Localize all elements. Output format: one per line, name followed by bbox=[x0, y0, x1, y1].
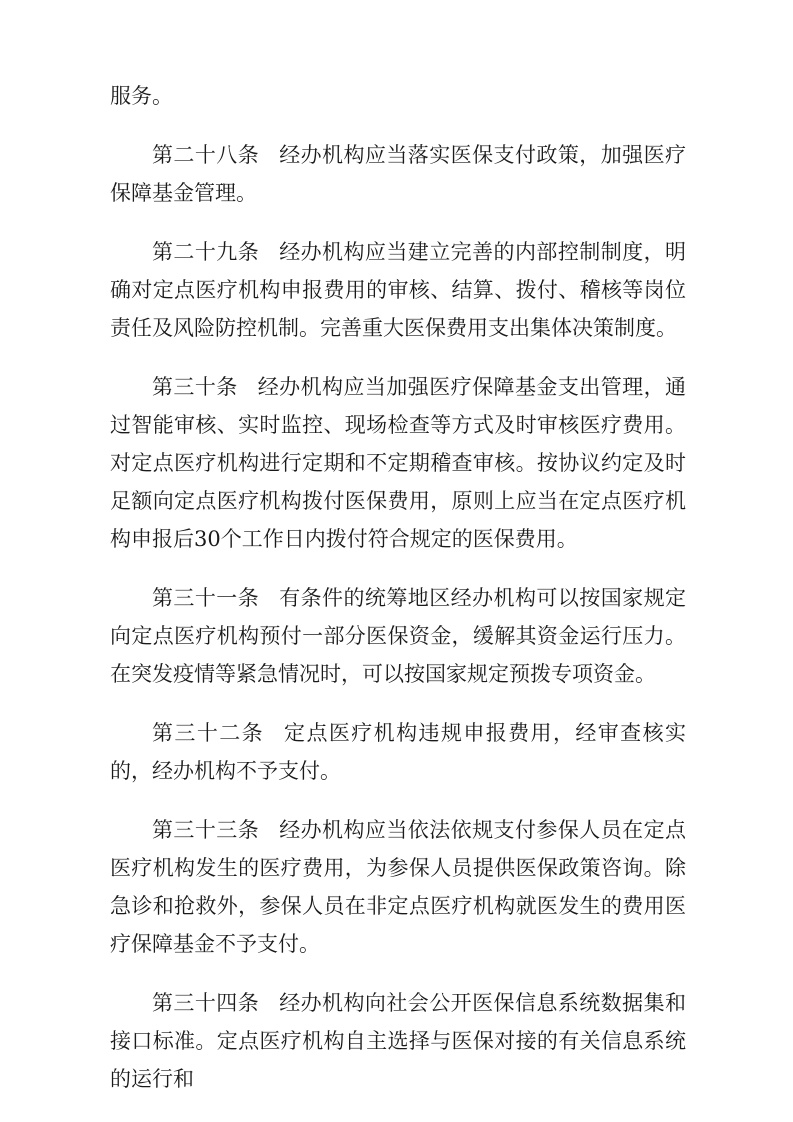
article-31 bbox=[110, 579, 686, 693]
document-body bbox=[110, 77, 686, 1119]
article-text: 定点医疗机构违规申报费用，经审查核实的，经办机构不予支付。 bbox=[110, 721, 686, 783]
article-number: 第二十九条 bbox=[152, 240, 260, 264]
article-text: 经办机构向社会公开医保信息系统数据集和接口标准。定点医疗机构自主选择与医保对接的有关信息系统的运行和 bbox=[110, 991, 687, 1091]
article-text: 经办机构应当加强医疗保障基金支出管理，通过智能审核、实时监控、现场检查等方式及时审核医疗费用。对定点医疗机构进行定期和不定期稽查审核。按协议约定及时足额向定点医疗机构拨付医保费用，原则上应当在定点医疗机构申报后30个工作日内拨付符合规定的医保费用。 bbox=[110, 375, 687, 551]
article-number: 第二十八条 bbox=[152, 143, 260, 167]
article-number: 第三十四条 bbox=[152, 991, 260, 1015]
paragraph-text: 服务。 bbox=[110, 84, 173, 108]
article-number: 第三十三条 bbox=[152, 818, 260, 842]
article-text: 经办机构应当落实医保支付政策，加强医疗保障基金管理。 bbox=[110, 143, 687, 205]
article-number: 第三十条 bbox=[152, 375, 238, 399]
paragraph-continuation bbox=[110, 77, 686, 115]
article-text: 有条件的统筹地区经办机构可以按国家规定向定点医疗机构预付一部分医保资金，缓解其资金运行压力。在突发疫情等紧急情况时，可以按国家规定预拨专项资金。 bbox=[110, 586, 687, 686]
article-number: 第三十二条 bbox=[152, 721, 265, 745]
article-29 bbox=[110, 233, 686, 347]
article-text: 经办机构应当建立完善的内部控制制度，明确对定点医疗机构申报费用的审核、结算、拨付、稽核等岗位责任及风险防控机制。完善重大医保费用支出集体决策制度。 bbox=[110, 240, 687, 340]
article-number: 第三十一条 bbox=[152, 586, 260, 610]
article-32 bbox=[110, 714, 686, 790]
article-34 bbox=[110, 984, 686, 1098]
article-33 bbox=[110, 811, 686, 963]
article-30 bbox=[110, 368, 686, 558]
article-28 bbox=[110, 136, 686, 212]
article-text: 经办机构应当依法依规支付参保人员在定点医疗机构发生的医疗费用，为参保人员提供医保政策咨询。除急诊和抢救外，参保人员在非定点医疗机构就医发生的费用医疗保障基金不予支付。 bbox=[110, 818, 687, 956]
